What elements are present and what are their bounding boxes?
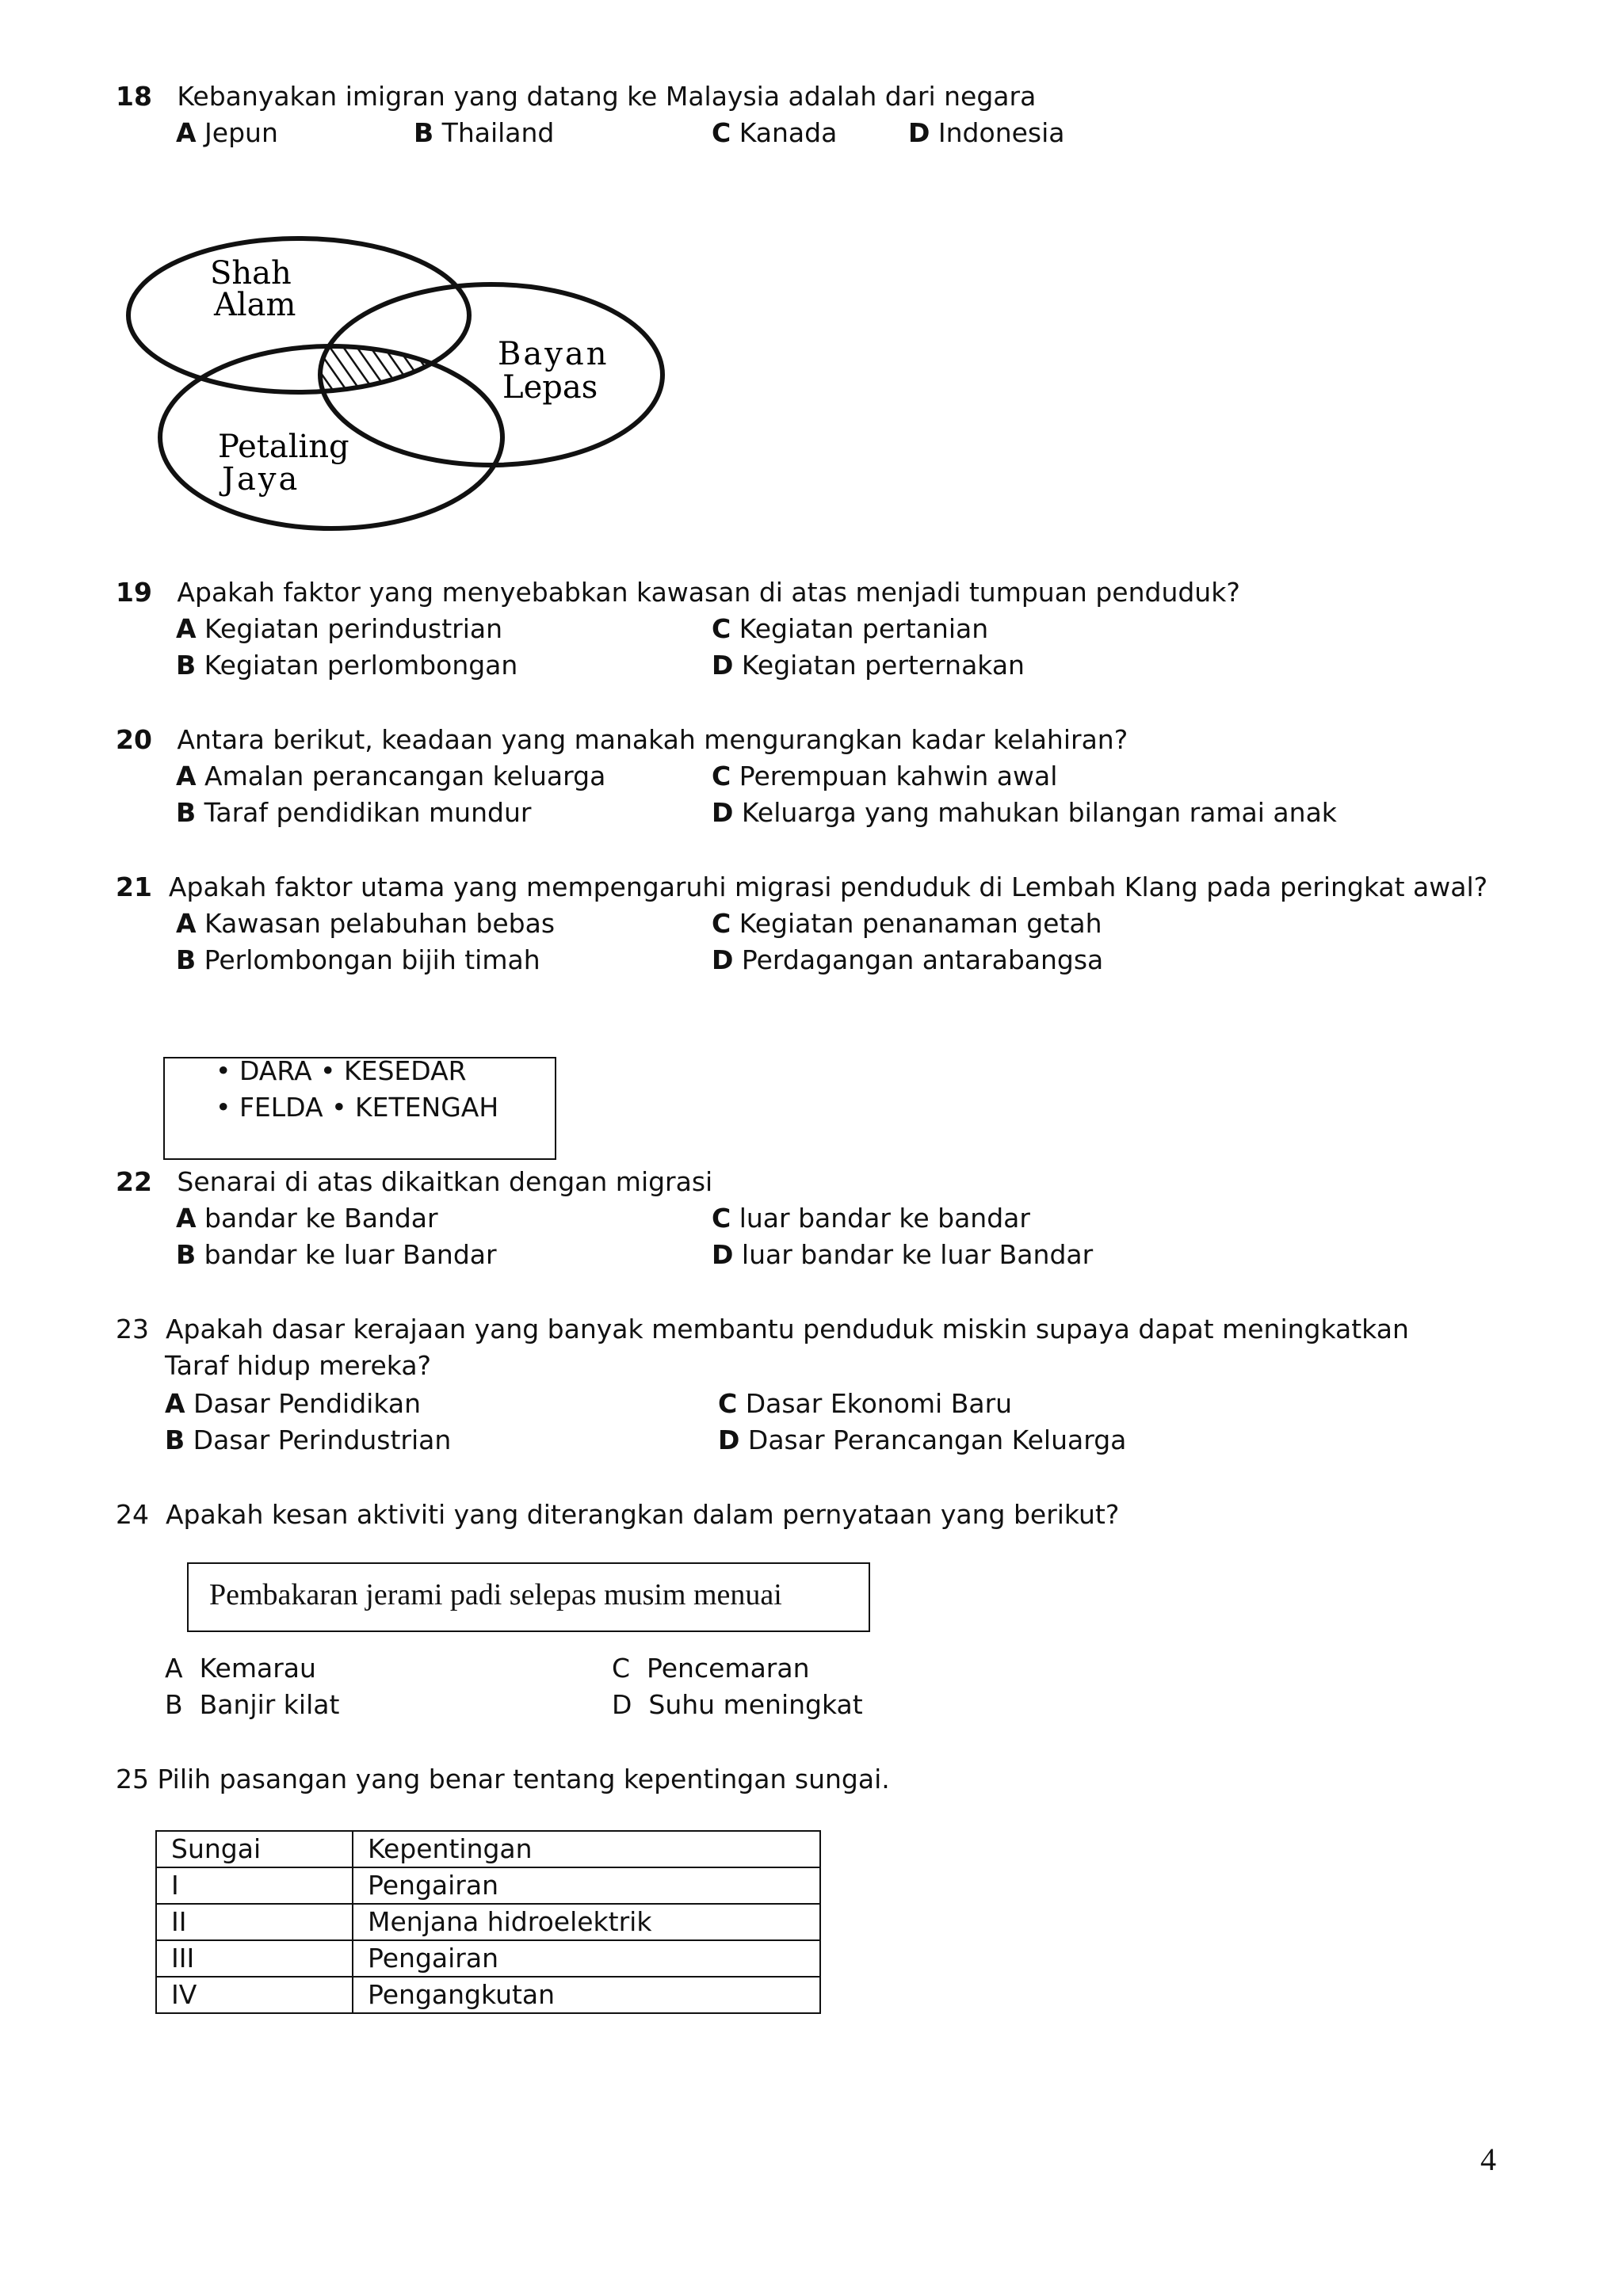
q23-text-line-1: Apakah dasar kerajaan yang banyak membantu penduduk miskin supaya dapat meningkatkan [165, 1314, 1409, 1344]
q22-text: Senarai di atas dikaitkan dengan migrasi [177, 1166, 713, 1197]
q19-number: 19 [116, 577, 152, 608]
q23-option-d[interactable] [718, 1425, 1126, 1456]
q23-text-line-2: Taraf hidup mereka? [165, 1350, 432, 1381]
option-key: C [712, 613, 731, 644]
option-text: Kegiatan pertanian [739, 613, 989, 644]
q24-number: 24 [116, 1499, 149, 1530]
option-key: D [712, 944, 734, 975]
q23-stem [116, 1314, 1409, 1345]
option-key: A [176, 1203, 197, 1234]
option-text: Kegiatan perlombongan [204, 650, 518, 681]
q25-text: Pilih pasangan yang benar tentang kepentingan sungai. [157, 1764, 890, 1794]
q21-stem [116, 871, 1487, 903]
petaling-jaya-label-2: Jaya [222, 461, 300, 498]
option-key: C [718, 1388, 738, 1419]
river-importance-table [155, 1830, 821, 2014]
option-key: B [165, 1425, 185, 1455]
option-key: D [908, 117, 930, 148]
option-key: D [712, 797, 734, 828]
q18-option-a[interactable] [176, 117, 278, 149]
bayan-lepas-label-2: Lepas [502, 369, 598, 406]
option-text: Dasar Pendidikan [193, 1388, 421, 1419]
q24-text: Apakah kesan aktiviti yang diterangkan dalam pernyataan yang berikut? [165, 1499, 1120, 1530]
q19-stem [116, 577, 1240, 608]
option-key: C [712, 117, 731, 148]
option-text: Dasar Ekonomi Baru [745, 1388, 1013, 1419]
table-cell: I [156, 1867, 353, 1904]
table-row [156, 1940, 820, 1977]
q21-number: 21 [116, 871, 152, 902]
q24-stem [116, 1499, 1119, 1531]
option-text: luar bandar ke bandar [739, 1203, 1030, 1234]
option-text: Keluarga yang mahukan bilangan ramai anak [741, 797, 1337, 828]
option-key: B [176, 650, 197, 681]
q19-option-c[interactable] [712, 613, 988, 645]
q22-option-c[interactable] [712, 1203, 1030, 1234]
option-text: Suhu meningkat [648, 1689, 863, 1720]
q24-option-a[interactable] [165, 1653, 316, 1684]
q22-option-a[interactable] [176, 1203, 438, 1234]
shah-alam-circle [128, 238, 469, 392]
option-text: Kanada [739, 117, 838, 148]
q18-option-b[interactable] [414, 117, 554, 149]
option-text: Pencemaran [647, 1653, 810, 1684]
q18-number: 18 [116, 81, 152, 112]
q23-option-c[interactable] [718, 1388, 1012, 1420]
q22-number: 22 [116, 1166, 152, 1197]
option-key: A [176, 613, 197, 644]
option-key: A [176, 761, 197, 791]
option-text: Indonesia [938, 117, 1065, 148]
table-row [156, 1904, 820, 1940]
q23-option-b[interactable] [165, 1425, 451, 1456]
q18-stem [116, 81, 1036, 113]
option-key: D [718, 1425, 740, 1455]
shah-alam-label-1: Shah [210, 255, 292, 292]
option-text: bandar ke luar Bandar [204, 1239, 497, 1270]
option-text: Thailand [441, 117, 555, 148]
table-cell: III [156, 1940, 353, 1977]
table-cell: Pengangkutan [353, 1977, 820, 2013]
table-cell: Menjana hidroelektrik [353, 1904, 820, 1940]
q19-text: Apakah faktor yang menyebabkan kawasan di atas menjadi tumpuan penduduk? [177, 577, 1240, 608]
option-key: B [176, 797, 197, 828]
table-header-cell: Kepentingan [353, 1831, 820, 1867]
option-key: D [712, 1239, 734, 1270]
option-key: C [712, 761, 731, 791]
shah-alam-label-2: Alam [214, 287, 296, 323]
q20-option-b[interactable] [176, 797, 531, 829]
option-key: A [165, 1388, 185, 1419]
option-key: C [612, 1653, 631, 1684]
q21-text: Apakah faktor utama yang mempengaruhi migrasi penduduk di Lembah Klang pada peringkat awal? [168, 871, 1488, 902]
q19-option-a[interactable] [176, 613, 502, 645]
q20-option-a[interactable] [176, 761, 605, 792]
option-key: B [176, 1239, 197, 1270]
q19-option-b[interactable] [176, 650, 517, 681]
option-key: B [414, 117, 434, 148]
option-key: B [176, 944, 197, 975]
q20-number: 20 [116, 724, 152, 755]
q23-option-a[interactable] [165, 1388, 421, 1420]
q24-statement: Pembakaran jerami padi selepas musim menuai [209, 1578, 782, 1611]
q21-option-a[interactable] [176, 908, 555, 940]
option-key: A [176, 908, 197, 939]
table-cell: Pengairan [353, 1940, 820, 1977]
option-text: Taraf pendidikan mundur [204, 797, 532, 828]
table-cell: II [156, 1904, 353, 1940]
q21-option-b[interactable] [176, 944, 540, 976]
petaling-jaya-label-1: Petaling [218, 429, 349, 465]
table-cell: Pengairan [353, 1867, 820, 1904]
option-text: Jepun [204, 117, 278, 148]
q24-option-b[interactable] [165, 1689, 339, 1721]
q20-option-d[interactable] [712, 797, 1337, 829]
option-key: A [165, 1653, 183, 1684]
q24-option-d[interactable] [612, 1689, 863, 1721]
table-row [156, 1867, 820, 1904]
option-text: Perdagangan antarabangsa [741, 944, 1104, 975]
option-text: bandar ke Bandar [204, 1203, 438, 1234]
q19-option-d[interactable] [712, 650, 1025, 681]
q18-text: Kebanyakan imigran yang datang ke Malaysia adalah dari negara [177, 81, 1037, 112]
option-text: Kegiatan perindustrian [204, 613, 503, 644]
agency-list-line-1: • DARA • KESEDAR [216, 1055, 467, 1086]
option-text: Dasar Perancangan Keluarga [747, 1425, 1127, 1455]
option-text: Perlombongan bijih timah [204, 944, 540, 975]
page-number: 4 [1480, 2142, 1496, 2177]
option-text: Kegiatan perternakan [741, 650, 1025, 681]
agency-list-line-2: • FELDA • KETENGAH [216, 1092, 499, 1123]
table-cell: IV [156, 1977, 353, 2013]
option-key: D [612, 1689, 632, 1720]
table-row [156, 1977, 820, 2013]
option-key: A [176, 117, 197, 148]
option-text: Perempuan kahwin awal [739, 761, 1058, 791]
option-text: Banjir kilat [199, 1689, 340, 1720]
option-text: Kawasan pelabuhan bebas [204, 908, 556, 939]
q23-number: 23 [116, 1314, 149, 1344]
table-header-cell: Sungai [156, 1831, 353, 1867]
q21-option-c[interactable] [712, 908, 1102, 940]
q20-stem [116, 724, 1128, 756]
option-text: luar bandar ke luar Bandar [741, 1239, 1094, 1270]
bayan-lepas-label-1: Bayan [498, 336, 609, 372]
option-key: C [712, 1203, 731, 1234]
option-key: C [712, 908, 731, 939]
venn-diagram [111, 230, 713, 547]
q21-option-d[interactable] [712, 944, 1103, 976]
q20-option-c[interactable] [712, 761, 1057, 792]
table-header-row [156, 1831, 820, 1867]
q18-option-c[interactable] [712, 117, 837, 149]
q22-stem [116, 1166, 712, 1198]
option-text: Kemarau [199, 1653, 316, 1684]
option-text: Dasar Perindustrian [193, 1425, 452, 1455]
q25-number: 25 [116, 1764, 149, 1794]
option-text: Amalan perancangan keluarga [204, 761, 606, 791]
q25-stem [116, 1764, 890, 1795]
q24-option-c[interactable] [612, 1653, 810, 1684]
q22-option-b[interactable] [176, 1239, 497, 1271]
option-key: B [165, 1689, 183, 1720]
q22-option-d[interactable] [712, 1239, 1093, 1271]
option-text: Kegiatan penanaman getah [739, 908, 1102, 939]
option-key: D [712, 650, 734, 681]
q20-text: Antara berikut, keadaan yang manakah mengurangkan kadar kelahiran? [177, 724, 1128, 755]
q18-option-d[interactable] [908, 117, 1065, 149]
